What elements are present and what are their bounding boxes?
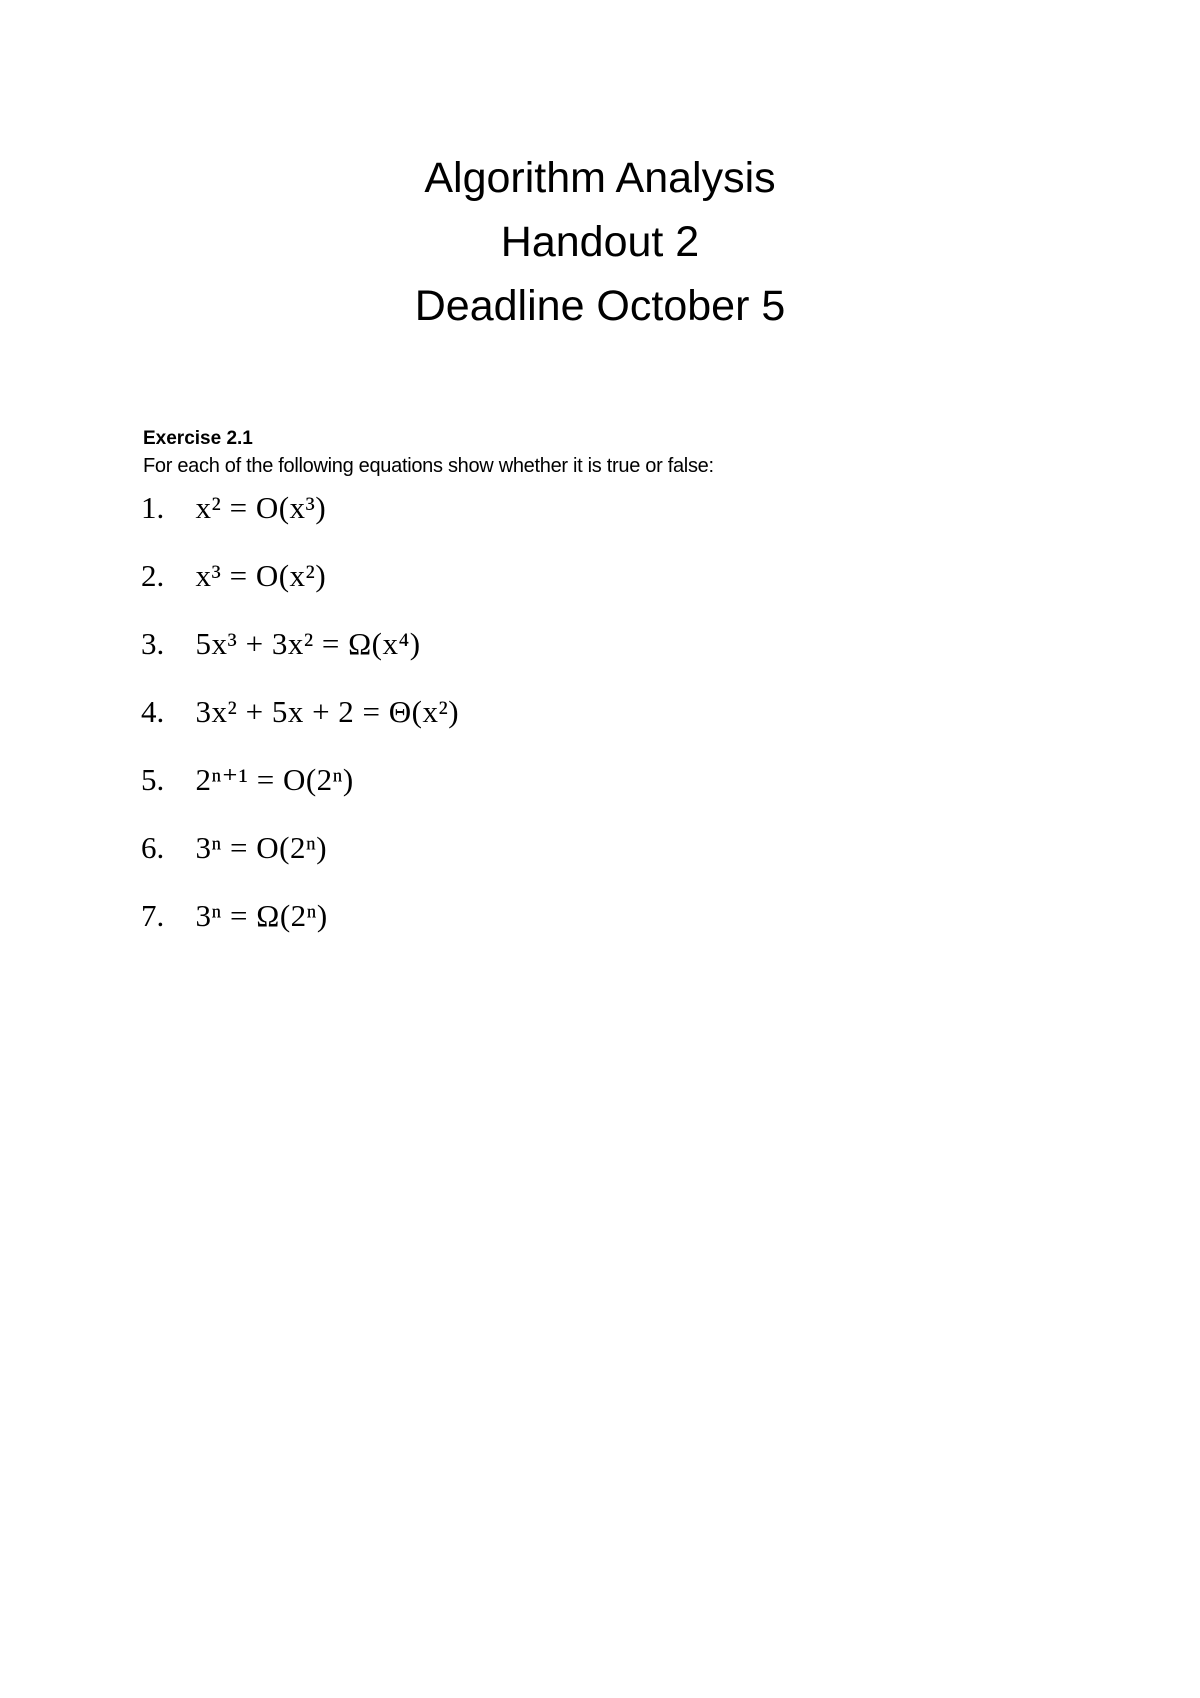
equation-expression: 3ⁿ = O(2ⁿ) bbox=[195, 830, 328, 865]
equation-expression: x² = O(x³) bbox=[195, 490, 327, 525]
equation-number: 1. bbox=[141, 490, 165, 525]
equation-item bbox=[141, 896, 1041, 964]
equation-item bbox=[141, 828, 1041, 896]
equation-number: 4. bbox=[141, 694, 165, 729]
equation-number: 5. bbox=[141, 762, 165, 797]
course-title: Algorithm Analysis bbox=[424, 154, 776, 202]
equation-number: 3. bbox=[141, 626, 165, 661]
exercise-instruction: For each of the following equations show whether it is true or false: bbox=[143, 455, 714, 477]
equation-expression: 3ⁿ = Ω(2ⁿ) bbox=[195, 898, 328, 933]
title-block bbox=[0, 146, 1200, 338]
equation-item bbox=[141, 760, 1041, 828]
equation-expression: 2ⁿ⁺¹ = O(2ⁿ) bbox=[195, 762, 354, 797]
equation-item bbox=[141, 692, 1041, 760]
equation-number: 6. bbox=[141, 830, 165, 865]
handout-number: Handout 2 bbox=[500, 218, 700, 266]
equation-expression: 3x² + 5x + 2 = Θ(x²) bbox=[195, 694, 460, 729]
equation-item bbox=[141, 556, 1041, 624]
equation-number: 7. bbox=[141, 898, 165, 933]
exercise-section bbox=[143, 427, 1143, 481]
equation-list bbox=[141, 488, 1041, 964]
equation-expression: x³ = O(x²) bbox=[195, 558, 327, 593]
equation-item bbox=[141, 624, 1041, 692]
equation-item bbox=[141, 488, 1041, 556]
equation-expression: 5x³ + 3x² = Ω(x⁴) bbox=[195, 626, 421, 661]
equation-number: 2. bbox=[141, 558, 165, 593]
deadline: Deadline October 5 bbox=[414, 282, 786, 330]
exercise-heading: Exercise 2.1 bbox=[143, 428, 253, 449]
